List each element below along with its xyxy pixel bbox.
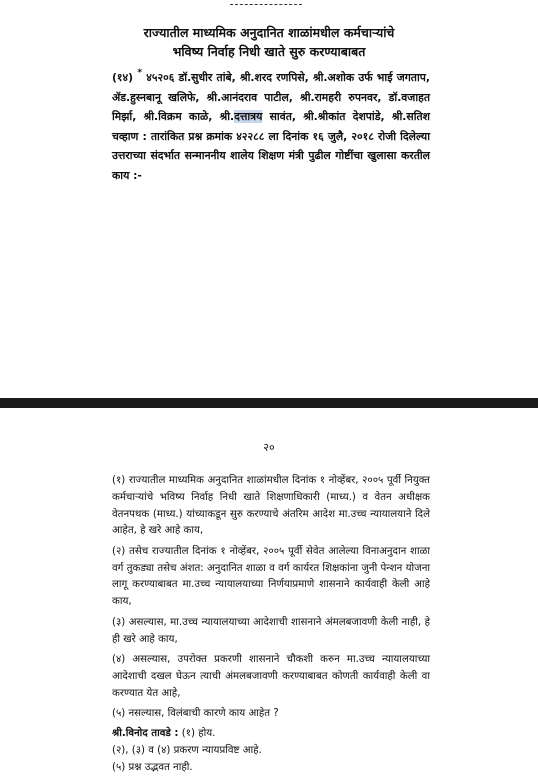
subpart-4: (४) असल्यास, उपरोक्त प्रकरणी शासनाने चौकशी करुन मा.उच्च न्यायालयाच्या आदेशाची दखल घेऊन त्याची अंमलबजावणी करण्याबाबत कोणती कार्यवाही केली वा करण्यात येत आहे, xyxy=(112,654,430,699)
question-subparts xyxy=(112,473,430,727)
header-rule xyxy=(230,4,302,5)
question-paragraph xyxy=(112,68,430,186)
question-number: (१४) xyxy=(112,71,134,84)
subpart-1: (१) राज्यातील माध्यमिक अनुदानित शाळांमधील दिनांक १ नोव्हेंबर, २००५ पूर्वी नियुक्त कर्मचाऱ्यांचे भविष्य निर्वाह निधी खाते शिक्षणाधिकारी (माध्य.) व वेतन अधीक्षक वेतनपथक (माध्य.) यांच्याकडून सुरु करण्याचे अंतरिम आदेश मा.उच्च न्यायालयाने दिले आहेत, हे खरे आहे काय, xyxy=(112,475,430,537)
reply-line-1 xyxy=(112,725,430,742)
question-text-part-2: सावंत, श्री.श्रीकांत देशपांडे, श्री.सतिश चव्हाण : तारांकित प्रश्न क्रमांक ४२२८८ ला दिनांक १६ जुलै, २०१८ रोजी दिलेल्या उत्तराच्या संदर्भात सन्माननीय शालेय शिक्षण मंत्री पुढील गोष्टींचा खुलासा करतील काय :- xyxy=(112,110,430,182)
reply-line-2: (२), (३) व (४) प्रकरण न्यायप्रविष्ट आहे. xyxy=(112,745,262,756)
selected-text-highlight[interactable]: दत्तात्रय xyxy=(234,110,263,124)
question-text-part-1: ४५२०६ डॉ.सुधीर तांबे, श्री.शरद रणपिसे, श्री.अशोक उर्फ भाई जगताप, ॲड.हुस्नबानू खलिफे, श्री.आनंदराव पाटील, श्री.रामहरी रुपनवर, डॉ.वजाहत मिर्झा, श्री.विक्रम काळे, श्री. xyxy=(112,71,430,124)
subpart-5: (५) नसल्यास, विलंबाची कारणे काय आहेत ? xyxy=(112,708,279,720)
question-title-line-1: राज्यातील माध्यमिक अनुदानित शाळांमधील कर्मचाऱ्यांचे xyxy=(143,25,395,40)
page-number: २० xyxy=(263,441,275,454)
reply-1: (१) होय. xyxy=(178,728,216,739)
starred-bullet: * xyxy=(137,68,143,78)
subpart-2: (२) तसेच राज्यातील दिनांक १ नोव्हेंबर, २००५ पूर्वी सेवेत आलेल्या विनाअनुदान शाळा वर्ग तुकड्या तसेच अंशत: अनुदानित शाळा व वर्ग कार्यरत शिक्षकांना जुनी पेन्शन योजना लागू करण्याबाबत मा.उच्च न्यायालयाच्या निर्णयाप्रमाणे शासनाने कार्यवाही केली आहे काय, xyxy=(112,545,430,608)
minister-name: श्री.विनोद तावडे : xyxy=(112,728,179,739)
reply-line-3: (५) प्रश्न उद्भवत नाही. xyxy=(112,762,193,773)
subpart-3: (३) असल्यास, मा.उच्च न्यायालयाच्या आदेशाची शासनाने अंमलबजावणी केली नाही, हे ही खरे आहे काय, xyxy=(112,616,430,645)
minister-reply xyxy=(112,725,430,776)
question-title-line-2: भविष्य निर्वाह निधी खाते सुरु करण्याबाबत xyxy=(172,44,366,59)
page-separator xyxy=(0,398,538,408)
